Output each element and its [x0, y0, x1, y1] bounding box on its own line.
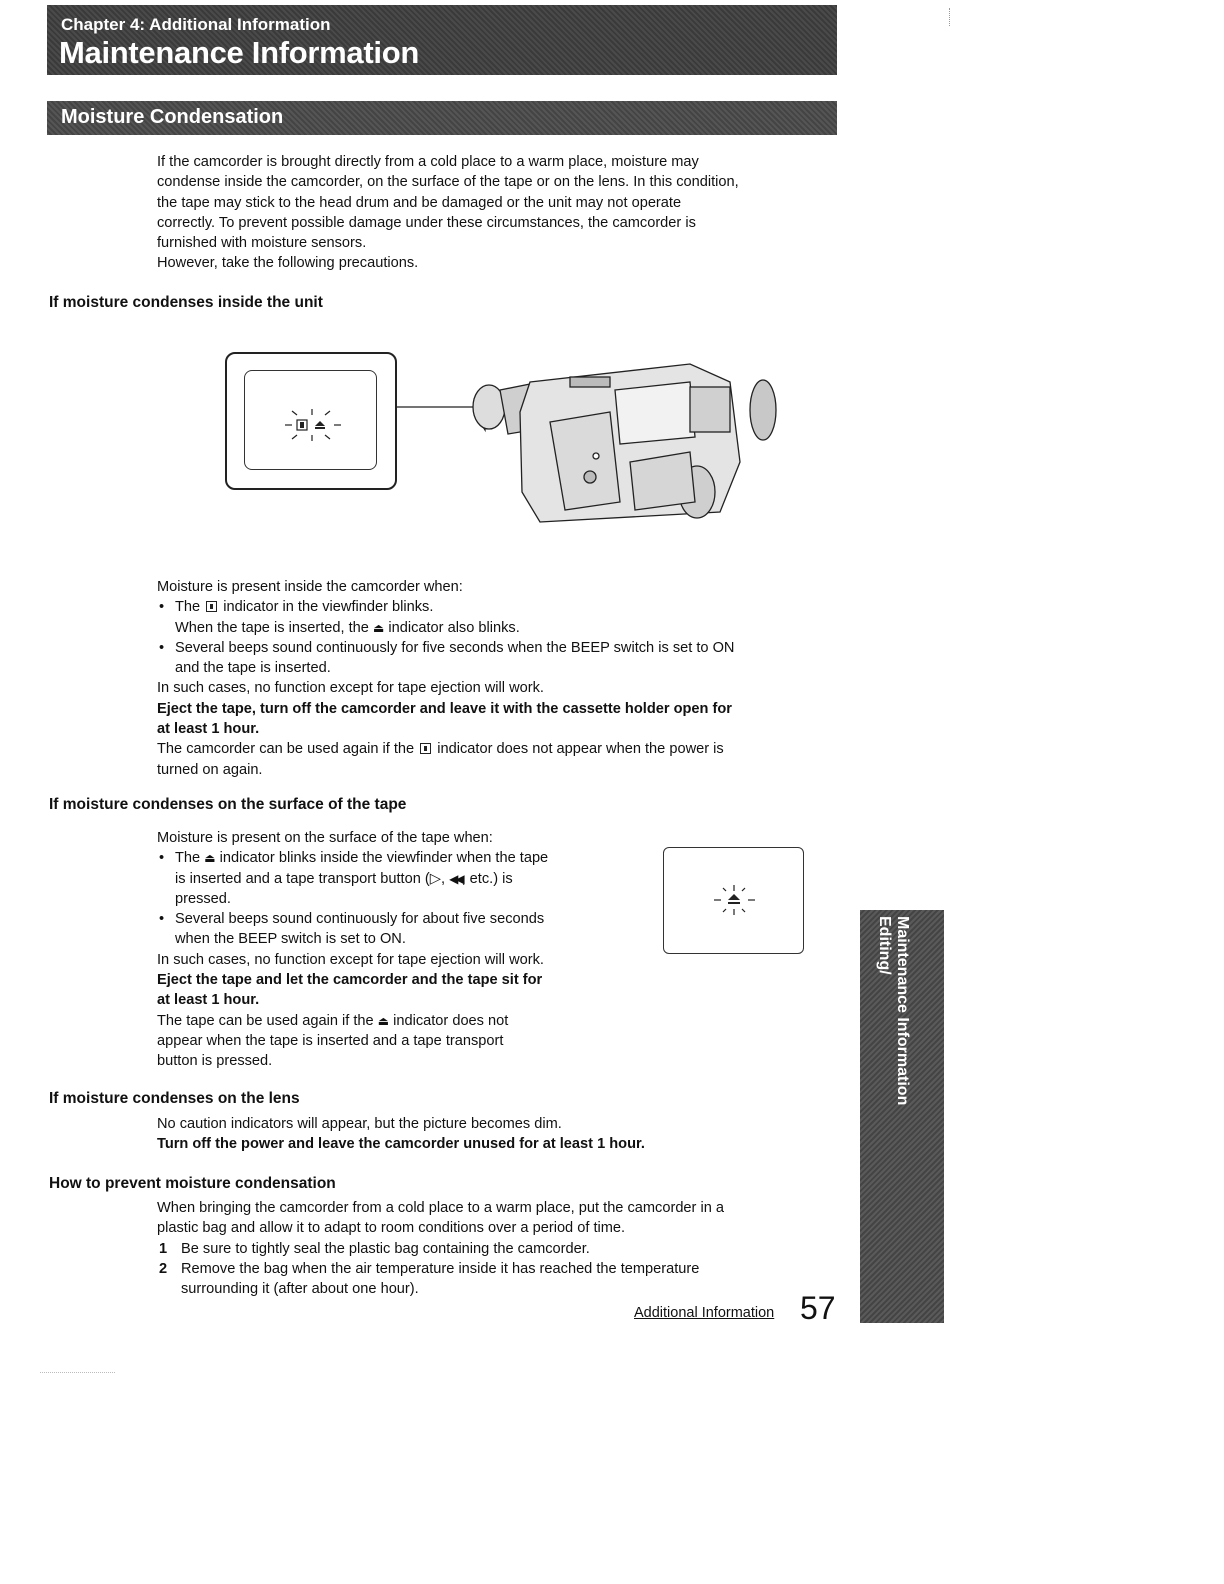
text-run: indicator also blinks. — [388, 619, 520, 636]
step-number: 2 — [159, 1260, 168, 1277]
inside-warning-line: Eject the tape, turn off the camcorder and leave it with the cassette holder open for — [157, 700, 732, 717]
eject-icon: ⏏ — [377, 1013, 390, 1028]
moisture-indicator-icon — [245, 371, 375, 468]
text-run: The camcorder can be used again if the — [157, 741, 415, 758]
intro-line: However, take the following precautions. — [157, 255, 419, 272]
list-item — [157, 597, 837, 638]
text-run: indicator does not appear when the power is — [437, 741, 724, 758]
bullet-dot: • — [159, 850, 165, 867]
side-tab-line1: Editing/ — [876, 916, 893, 975]
inside-after-line: turned on again. — [157, 761, 263, 778]
list-item — [157, 909, 627, 950]
section-title: Moisture Condensation — [61, 106, 284, 128]
intro-line: condense inside the camcorder, on the surface of the tape or on the lens. In this condition, — [157, 174, 739, 191]
inside-lead: Moisture is present inside the camcorder when: — [157, 579, 463, 595]
inside-unit-body — [157, 577, 837, 780]
intro-line: correctly. To prevent possible damage under these circumstances, the camcorder is — [157, 214, 696, 231]
step-text: Remove the bag when the air temperature inside it has reached the temperature — [181, 1260, 700, 1277]
eject-icon: ⏏ — [204, 851, 216, 866]
surface-lead: Moisture is present on the surface of the tape when: — [157, 830, 493, 846]
intro-line: If the camcorder is brought directly from a cold place to a warm place, moisture may — [157, 154, 699, 170]
moisture-icon — [420, 743, 431, 754]
bullet-dot: • — [159, 911, 165, 928]
text-run: pressed. — [175, 890, 231, 907]
inside-after-line — [157, 739, 837, 759]
step-item — [157, 1239, 837, 1259]
step-number: 1 — [159, 1240, 168, 1257]
text-run: is inserted and a tape transport button ( — [175, 870, 430, 887]
section-header-band — [47, 101, 837, 135]
viewfinder-eject-illustration — [663, 847, 804, 954]
viewfinder-illustration — [225, 352, 397, 490]
step-text: Be sure to tightly seal the plastic bag containing the camcorder. — [181, 1240, 590, 1257]
lens-line: No caution indicators will appear, but the picture becomes dim. — [157, 1116, 562, 1132]
surface-after-line: button is pressed. — [157, 1053, 273, 1070]
text-run: Several beeps sound continuously for about five seconds — [175, 911, 545, 928]
heading-lens: If moisture condenses on the lens — [49, 1090, 300, 1107]
chapter-header-band — [47, 5, 837, 75]
play-icon: ▷ — [429, 870, 441, 887]
text-run: The tape can be used again if the — [157, 1012, 374, 1029]
margin-tick — [949, 8, 951, 26]
bullet-dot: • — [159, 599, 165, 616]
inside-note: In such cases, no function except for tape ejection will work. — [157, 680, 544, 697]
text-run: and the tape is inserted. — [175, 660, 331, 677]
eject-blink-icon — [664, 848, 802, 952]
list-item — [157, 638, 837, 679]
side-tab-line2: Maintenance Information — [894, 916, 911, 1106]
prevent-body — [157, 1198, 837, 1299]
page-title: Maintenance Information — [59, 35, 419, 70]
surface-after-line: appear when the tape is inserted and a tape transport — [157, 1032, 504, 1049]
text-run: , etc.) is — [461, 870, 513, 887]
lens-body — [157, 1114, 837, 1155]
text-run: when the BEEP switch is set to ON. — [175, 931, 406, 948]
heading-surface-tape: If moisture condenses on the surface of the tape — [49, 796, 407, 813]
step-text: surrounding it (after about one hour). — [181, 1281, 419, 1298]
inside-warning-line: at least 1 hour. — [157, 721, 260, 738]
camcorder-illustration — [390, 352, 790, 527]
heading-inside-unit: If moisture condenses inside the unit — [49, 294, 323, 311]
text-run: indicator does not — [393, 1012, 509, 1029]
intro-line: furnished with moisture sensors. — [157, 235, 367, 252]
scan-artifact — [40, 1372, 115, 1373]
lens-warning: Turn off the power and leave the camcorder unused for at least 1 hour. — [157, 1136, 645, 1153]
footer-section-label: Additional Information — [634, 1305, 775, 1321]
bullet-dot: • — [159, 639, 165, 656]
page-number: 57 — [800, 1290, 836, 1326]
surface-after-line — [157, 1011, 627, 1031]
text-run: Several beeps sound continuously for five seconds when the BEEP switch is set to ON — [175, 639, 735, 656]
eject-icon: ⏏ — [372, 620, 385, 635]
intro-line: the tape may stick to the head drum and be damaged or the unit may not operate — [157, 194, 682, 211]
surface-warning-line: at least 1 hour. — [157, 992, 260, 1009]
step-item — [157, 1259, 837, 1300]
intro-paragraph — [157, 152, 857, 274]
list-item: • The ⏏ indicator blinks inside the viewfinder when the tape is inserted and a tape transport button (▷, ◀◀, etc.) is pressed. — [159, 850, 549, 907]
rewind-icon: ◀◀ — [449, 871, 462, 886]
side-tab — [860, 910, 944, 1323]
moisture-icon — [206, 601, 217, 612]
heading-prevent: How to prevent moisture condensation — [49, 1175, 336, 1192]
viewfinder-screen — [244, 370, 377, 470]
text-run: indicator blinks inside the viewfinder when the tape — [219, 850, 549, 867]
text-run: The — [175, 850, 201, 867]
surface-warning-line: Eject the tape and let the camcorder and the tape sit for — [157, 972, 543, 989]
side-tab-text — [860, 910, 944, 1323]
surface-note: In such cases, no function except for tape ejection will work. — [157, 951, 544, 968]
text-run: indicator in the viewfinder blinks. — [223, 599, 434, 616]
prevent-line: When bringing the camcorder from a cold place to a warm place, put the camcorder in a — [157, 1200, 724, 1216]
prevent-line: plastic bag and allow it to adapt to room conditions over a period of time. — [157, 1220, 626, 1237]
surface-tape-body — [157, 828, 627, 1072]
chapter-label: Chapter 4: Additional Information — [61, 15, 331, 34]
text-run: The — [175, 599, 201, 616]
text-run: When the tape is inserted, the — [175, 619, 369, 636]
